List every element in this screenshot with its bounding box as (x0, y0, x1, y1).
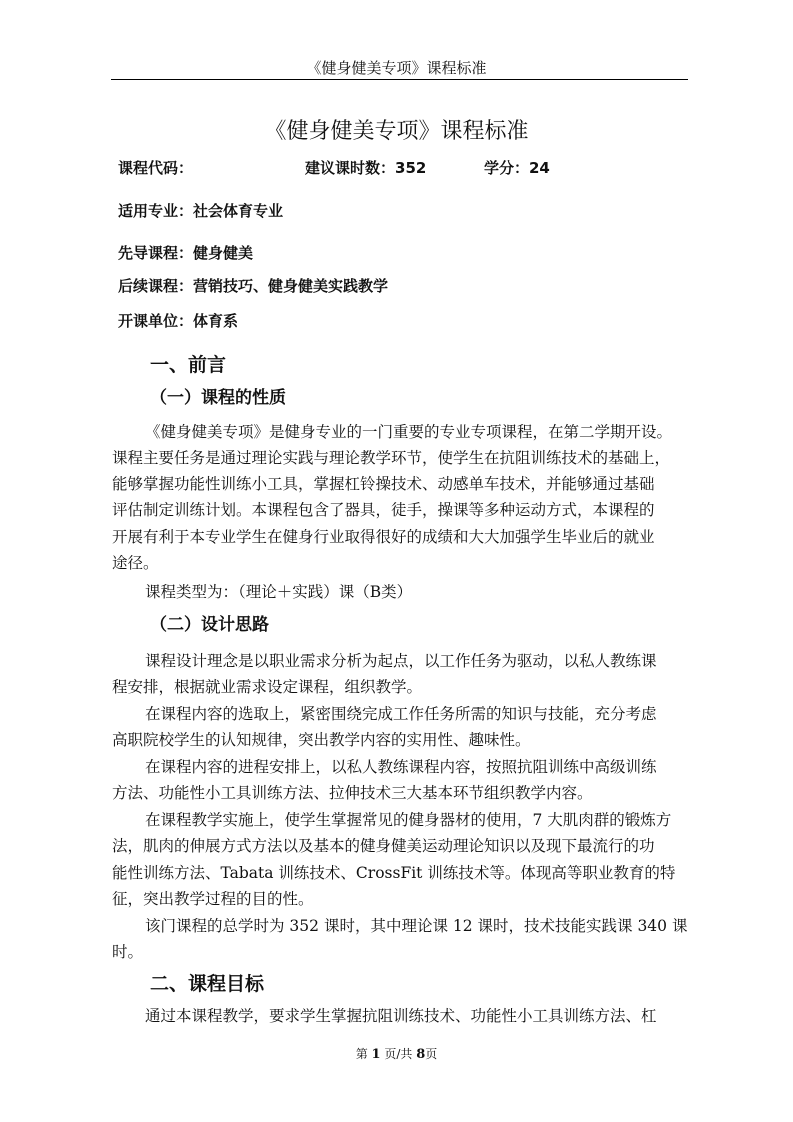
course-code-label: 课程代码： (118, 159, 194, 177)
section-heading-preface: 一、前言 (150, 354, 227, 376)
offering-department: 开课单位：体育系 (118, 312, 239, 330)
paragraph-line: 时。 (112, 943, 144, 961)
running-header: 《健身健美专项》课程标准 (306, 59, 487, 77)
paragraph-line: 途径。 (112, 554, 159, 572)
page-footer (0, 1045, 793, 1062)
paragraph-line: 在课程内容的选取上，紧密围绕完成工作任务所需的知识与技能，充分考虑 (145, 705, 657, 723)
current-page: 1 (371, 1047, 381, 1062)
paragraph-line: 程安排，根据就业需求设定课程，组织教学。 (112, 678, 423, 696)
prerequisite-course: 先导课程：健身健美 (118, 244, 254, 262)
document-title: 《健身健美专项》课程标准 (264, 119, 529, 144)
subsection-heading-design: （二）设计思路 (150, 615, 269, 635)
paragraph-line: 《健身健美专项》是健身专业的一门重要的专业专项课程，在第二学期开设。 (145, 423, 673, 441)
applicable-major: 适用专业：社会体育专业 (118, 202, 284, 220)
paragraph-line: 在课程教学实施上，使学生掌握常见的健身器材的使用，7 大肌肉群的锻炼方 (145, 811, 672, 829)
paragraph-line: 课程设计理念是以职业需求分析为起点，以工作任务为驱动，以私人教练课 (145, 652, 657, 670)
footer-suffix: 页 (425, 1047, 438, 1061)
paragraph-line: 方法、功能性小工具训练方法、拉伸技术三大基本环节组织教学内容。 (112, 784, 593, 802)
paragraph-line: 高职院校学生的认知规律，突出教学内容的实用性、趣味性。 (112, 731, 531, 749)
paragraph-line: 评估制定训练计划。本课程包含了器具，徒手，操课等多种运动方式，本课程的 (112, 501, 655, 519)
suggested-hours: 建议课时数：352 (305, 159, 427, 177)
paragraph-line: 法，肌肉的伸展方式方法以及基本的健身健美运动理论知识以及现下最流行的功 (112, 837, 655, 855)
total-pages: 8 (416, 1047, 426, 1062)
section-heading-objectives: 二、课程目标 (150, 973, 265, 995)
paragraph-line: 能够掌握功能性训练小工具，掌握杠铃操技术、动感单车技术，并能够通过基础 (112, 475, 655, 493)
paragraph-line: 通过本课程教学，要求学生掌握抗阻训练技术、功能性小工具训练方法、杠 (145, 1007, 657, 1025)
paragraph-line: 该门课程的总学时为 352 课时，其中理论课 12 课时，技术技能实践课 340 课 (145, 917, 688, 935)
followup-course: 后续课程：营销技巧、健身健美实践教学 (118, 277, 389, 295)
paragraph-line: 课程主要任务是通过理论实践与理论教学环节，使学生在抗阻训练技术的基础上， (112, 449, 671, 467)
credits: 学分：24 (484, 159, 550, 177)
paragraph-line: 征，突出教学过程的目的性。 (112, 890, 314, 908)
paragraph-line: 能性训练方法、Tabata 训练技术、CrossFit 训练技术等。体现高等职业教育的特 (112, 864, 676, 882)
header-divider (111, 79, 688, 80)
footer-middle: 页/共 (380, 1047, 417, 1061)
course-type: 课程类型为：（理论＋实践）课（B类） (145, 583, 413, 601)
paragraph-line: 开展有利于本专业学生在健身行业取得很好的成绩和大大加强学生毕业后的就业 (112, 528, 655, 546)
footer-prefix: 第 (355, 1047, 372, 1061)
subsection-heading-nature: （一）课程的性质 (150, 388, 286, 408)
paragraph-line: 在课程内容的进程安排上，以私人教练课程内容，按照抗阻训练中高级训练 (145, 758, 657, 776)
